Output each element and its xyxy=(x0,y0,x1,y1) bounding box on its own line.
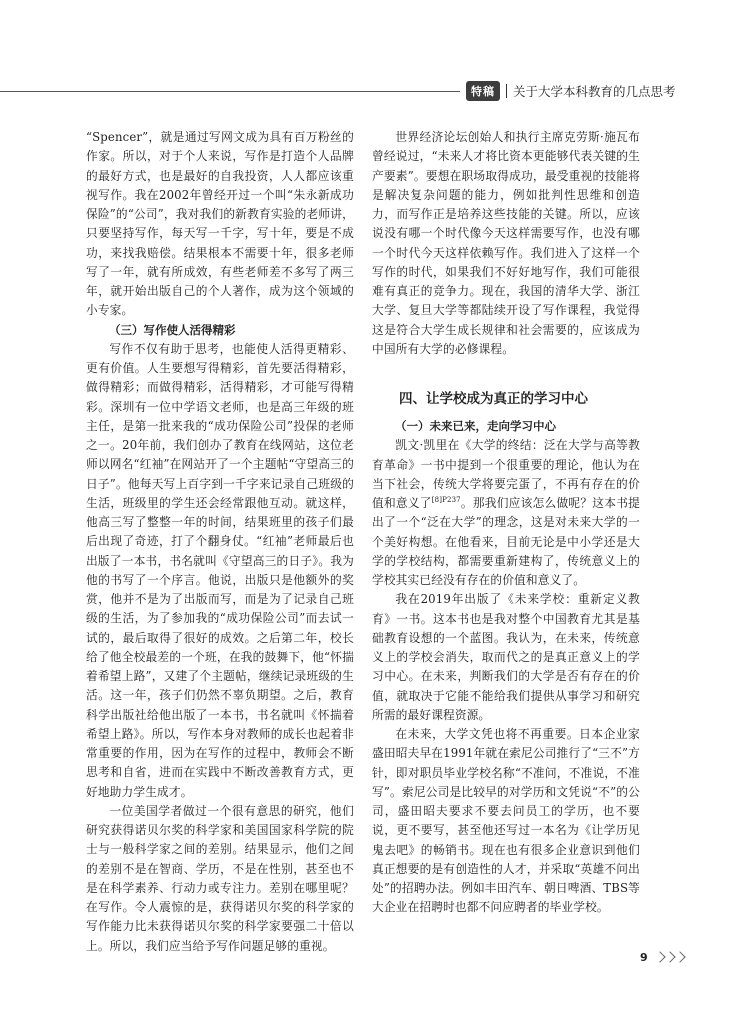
paragraph: 在未来，大学文凭也将不再重要。日本企业家盛田昭夫早在1991年就在索尼公司推行了“三不”方针，即对职员毕业学校名称“不准问，不准说，不准写”。索尼公司是比较早的对学历和文凭说“不”的公司，盛田昭夫要求不要去问员工的学历，也不要说，更不要写，甚至他还写过一本名为《让学历见鬼去吧》的畅销书。现在也有很多企业意识到他们真正想要的是有创造性的人才，并采取“英雄不问出处”的招聘办法。例如丰田汽车、朝日啤酒、TBS等大企业在招聘时也都不问应聘者的毕业学校。 xyxy=(372,727,640,915)
subsection-heading: （三）写作使人活得精彩 xyxy=(109,322,236,337)
paragraph: “Spencer”，就是通过写网文成为具有百万粉丝的作家。所以，对于个人来说，写作是打造个人品牌的最好方式，也是最好的自我投资，人人都应该重视写作。我在2002年曾经开过一个叫“朱永新成功保险”的“公司”，我对我们的新教育实验的老师讲，只要坚持写作，每天写一千字，写十年，要是不成功，来找我赔偿。结果根本不需要十年，很多老师写了一年，就有所成效，有些老师差不多写了两三年，就开始出版自己的个人著作，成为这个领域的小专家。 xyxy=(86,130,354,318)
citation-mark: [8]P237 xyxy=(431,496,461,505)
paragraph: 一位美国学者做过一个很有意思的研究，他们研究获得诺贝尔奖的科学家和美国国家科学院的院士与一般科学家之间的差别。结果显示，他们之间的差别不是在智商、学历，不是在性别，甚至也不是在科学素养、行动力或专注力。差别在哪里呢？在写作。令人震惊的是，获得诺贝尔奖的科学家的写作能力比未获得诺贝尔奖的科学家要强二十倍以上。所以，我们应当给予写作问题足够的重视。 xyxy=(86,803,354,953)
paragraph: 我在2019年出版了《未来学校：重新定义教育》一书。这本书也是我对整个中国教育尤其是基础教育设想的一个蓝图。我认为，在未来，传统意义上的学校会消失，取而代之的是真正意义上的学习中心。在未来，判断我们的大学是否有存在的价值，就取决于它能不能给我们提供从事学习和研究所需的最好课程资源。 xyxy=(372,592,640,722)
header-separator xyxy=(506,84,507,98)
header-rule xyxy=(0,91,460,92)
right-column xyxy=(372,128,640,918)
page-number: 9 xyxy=(640,951,648,964)
left-column xyxy=(86,128,354,956)
section-heading: 四、让学校成为真正的学习中心 xyxy=(399,391,588,407)
running-header xyxy=(466,80,676,102)
paragraph-text: 凯文·凯里在《大学的终结：泛在大学与高等教育革命》一书中提到一个很重要的理论，他认为在当下社会，传统大学将要完蛋了，不再有存在的价值和意义了 xyxy=(372,438,640,510)
paragraph-with-citation xyxy=(372,436,640,590)
subsection-heading: （一）未来已来，走向学习中心 xyxy=(395,419,556,433)
paragraph: 世界经济论坛创始人和执行主席克劳斯·施瓦布曾经说过，“未来人才将比资本更能够代表关键的生产要素”。要想在职场取得成功，最受重视的技能将是解决复杂问题的能力，例如批判性思维和创造力，而写作正是培养这些技能的关键。所以，应该说没有哪一个时代像今天这样需要写作，也没有哪一个时代今天这样依赖写作。我们进入了这样一个写作的时代，如果我们不好好地写作，我们可能很难有真正的竞争力。现在，我国的清华大学、浙江大学、复旦大学等都陆续开设了写作课程，我觉得这是符合大学生成长规律和社会需要的，应该成为中国所有大学的必修课程。 xyxy=(372,130,640,356)
chevron-right-icon xyxy=(656,951,686,961)
paragraph-text: 。那我们应该怎么做呢？这本书提出了一个“泛在大学”的理念，这是对未来大学的一个美好构想。在他看来，目前无论是中小学还是大学的学校结构，都需要重新建构了，传统意义上的学校其实已经没有存在的价值和意义了。 xyxy=(372,496,640,587)
running-title: 关于大学本科教育的几点思考 xyxy=(513,84,676,99)
paragraph: 写作不仅有助于思考，也能使人活得更精彩、更有价值。人生要想写得精彩，首先要活得精彩，做得精彩；而做得精彩，活得精彩，才可能写得精彩。深圳有一位中学语文老师，也是高三年级的班主任，是第一批来我的“成功保险公司”投保的老师之一。20年前，我们创办了教育在线网站，这位老师以网名“红袖”在网站开了一个主题帖“守望高三的日子”。他每天写上百字到一千字来记录自己班级的生活，班级里的学生还会经常跟他互动。就这样，他高三写了整整一年的时间，结果班里的孩子们最后出现了奇迹，打了个翻身仗。“红袖”老师最后也出版了一本书，书名就叫《守望高三的日子》。我为他的书写了一个序言。他说，出版只是他额外的奖赏，他并不是为了出版而写，而是为了记录自己班级的生活，为了参加我的“成功保险公司”而去试一试的，最后取得了很好的成效。之后第二年，校长给了他全校最差的一个班，在我的鼓舞下，他“怀揣着希望上路”，又建了个主题帖，继续记录班级的生活。这一年，孩子们仍然不辜负期望。之后，教育科学出版社给他出版了一本书，书名就叫《怀揣着希望上路》。所以，写作本身对教师的成长也起着非常重要的作用，因为在写作的过程中，教师会不断思考和自省，进而在实践中不断改善教育方式，更好地助力学生成才。 xyxy=(86,341,354,799)
section-badge: 特稿 xyxy=(466,81,500,101)
